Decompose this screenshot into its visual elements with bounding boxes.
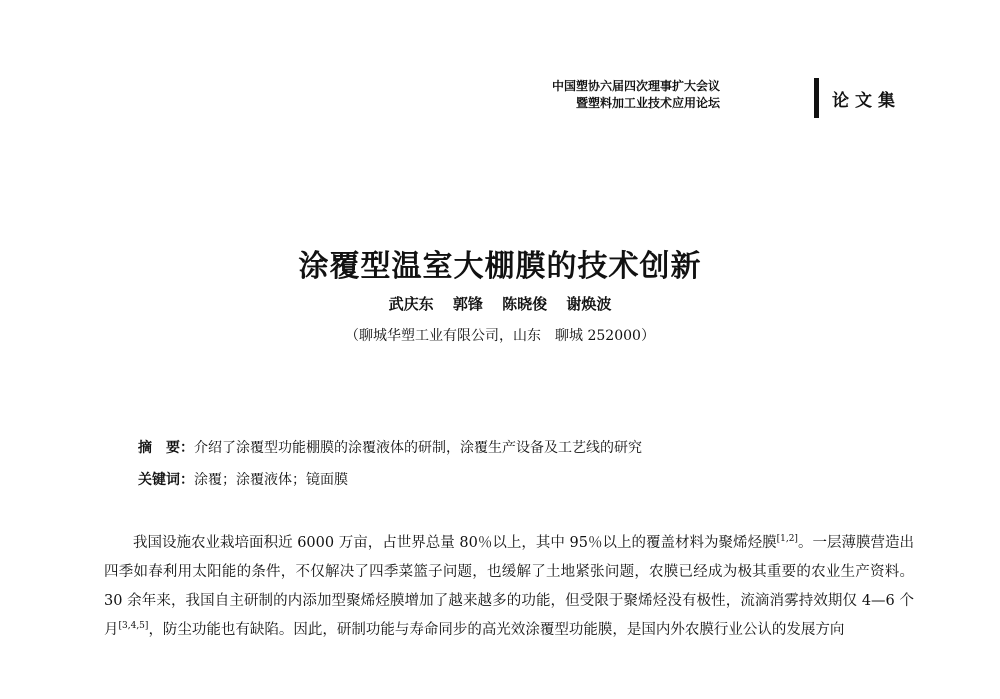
keywords-label: 关键词：: [138, 472, 194, 488]
author-name: 武庆东: [388, 295, 434, 313]
author-name: 陈晓俊: [502, 295, 548, 313]
author-name: 谢焕波: [566, 295, 612, 313]
header-divider: [814, 78, 819, 118]
author-name: 郭锋: [452, 295, 483, 313]
section-label: 论文集: [832, 91, 901, 111]
abstract-label: 摘 要：: [138, 440, 194, 456]
conference-line-1: 中国塑协六届四次理事扩大会议: [551, 79, 720, 93]
conference-line-2: 暨塑料加工业技术应用论坛: [575, 96, 720, 110]
paper-title: 涂覆型温室大棚膜的技术创新: [298, 249, 702, 284]
body-text: 我国设施农业栽培面积近 6000 万亩，占世界总量 80％以上，其中 95％以上的覆盖材料为聚烯烃膜: [133, 535, 777, 551]
page-header: [551, 78, 920, 118]
keywords-text: 涂覆；涂覆液体；镜面膜: [194, 472, 348, 488]
body-paragraph: [104, 529, 914, 645]
keywords: [138, 469, 348, 489]
citation: [3,4,5]: [118, 621, 149, 632]
abstract: [138, 437, 642, 457]
conference-name: [552, 78, 720, 112]
affiliation: （聊城华塑工业有限公司，山东 聊城 252000）: [345, 328, 655, 344]
body-text: 。一层薄膜营造出四季如春利用太阳能的条件，不仅解决了四季菜篮子问题，也缓解了土地紧张问题，农膜已经成为极其重要的农业生产资料。30 余年来，我国自主研制的内添加型聚烯烃膜增加了越来越多的功能，但受限于聚烯烃没有极性，流滴消雾持效期仅 4—6 个月: [104, 535, 914, 638]
citation: [1,2]: [776, 534, 798, 545]
body-text: ，防尘功能也有缺陷。因此，研制功能与寿命同步的高光效涂覆型功能膜，是国内外农膜行业公认的发展方向: [148, 622, 845, 638]
author-list: [0, 293, 1000, 314]
abstract-text: 介绍了涂覆型功能棚膜的涂覆液体的研制，涂覆生产设备及工艺线的研究: [194, 440, 642, 456]
